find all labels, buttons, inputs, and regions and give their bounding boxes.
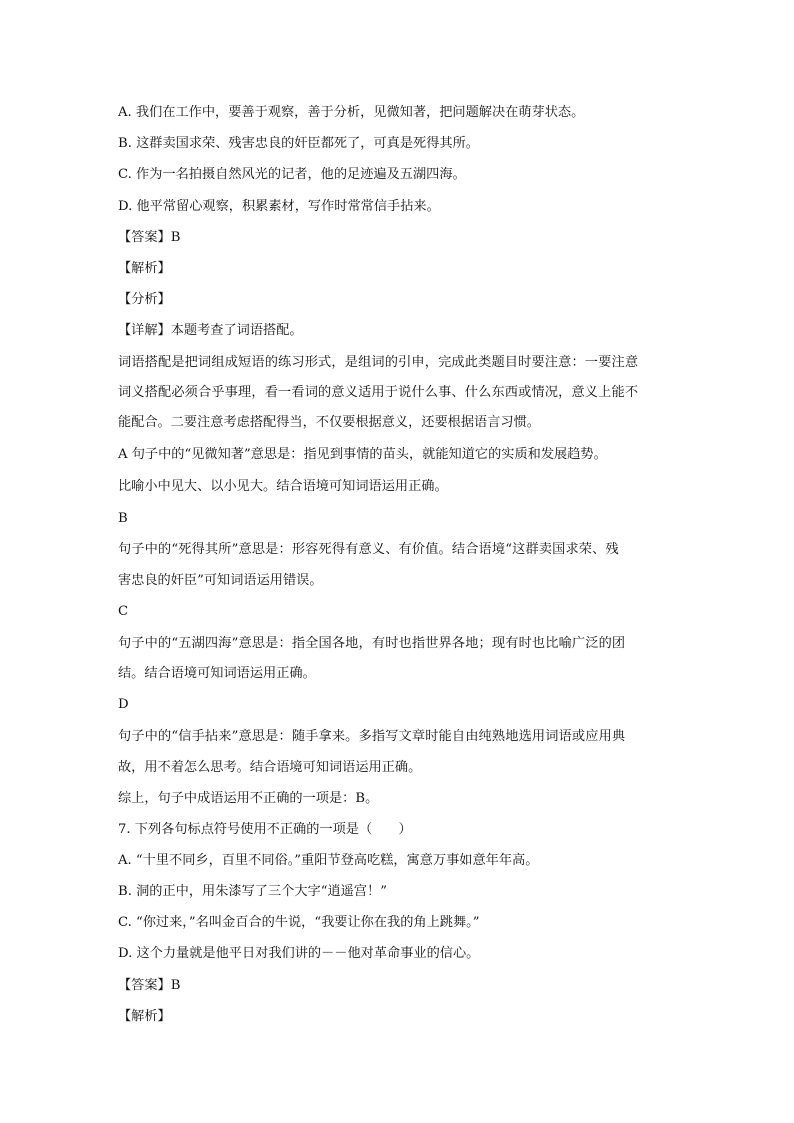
option-d-line: D. 他平常留心观察，积累素材，写作时常常信手拈来。: [118, 199, 440, 214]
q7-option-c: C. “你过来，”名叫金百合的牛说，“我要让你在我的角上跳舞。”: [118, 915, 480, 930]
detail-paragraph-line-1: 词语搭配是把词组成短语的练习形式，是组词的引申，完成此类题目时要注意：一要注意: [118, 355, 639, 370]
q7-option-b: B. 洞的正中，用朱漆写了三个大字“逍遥宫！”: [118, 884, 387, 899]
option-a-line: A. 我们在工作中，要善于观察，善于分析，见微知著，把问题解决在萌芽状态。: [118, 105, 585, 120]
q7-option-d: D. 这个力量就是他平日对我们讲的－－他对革命事业的信心。: [118, 946, 480, 961]
analysis-label: 【解析】: [118, 261, 171, 276]
explanation-c-line-1: 句子中的“五湖四海”意思是：指全国各地，有时也指世界各地；现有时也比喻广泛的团: [118, 636, 626, 651]
detail-paragraph-line-2: 词义搭配必须合乎事理，看一看词的意义适用于说什么事、什么东西或情况，意义上能不: [118, 385, 639, 400]
analysis-sub-label: 【分析】: [118, 292, 171, 307]
explanation-b-label: B: [118, 511, 128, 526]
explanation-c-label: C: [118, 604, 129, 619]
summary-line: 综上，句子中成语运用不正确的一项是：B。: [118, 791, 379, 806]
explanation-b-line-2: 害忠良的奸臣”可知词语运用错误。: [118, 573, 323, 588]
detail-paragraph-line-3: 能配合。二要注意考虑搭配得当，不仅要根据意义，还要根据语言习惯。: [118, 415, 540, 430]
detail-label: 【详解】本题考查了词语搭配。: [118, 323, 303, 338]
question-7-title: 7. 下列各句标点符号使用不正确的一项是（ ）: [118, 822, 412, 837]
explanation-d-label: D: [118, 697, 129, 712]
explanation-b-line-1: 句子中的“死得其所”意思是：形容死得有意义、有价值。结合语境“这群卖国求荣、残: [118, 542, 619, 557]
explanation-a-line-2: 比喻小中见大、以小见大。结合语境可知词语运用正确。: [118, 479, 448, 494]
q7-option-a: A. “十里不同乡，百里不同俗。”重阳节登高吃糕，寓意万事如意年年高。: [118, 853, 539, 868]
explanation-d-line-2: 故，用不着怎么思考。结合语境可知词语运用正确。: [118, 760, 422, 775]
explanation-c-line-2: 结。结合语境可知词语运用正确。: [118, 666, 316, 681]
q7-answer-label: 【答案】B: [118, 978, 181, 993]
q7-analysis-label: 【解析】: [118, 1009, 171, 1024]
answer-label: 【答案】B: [118, 230, 181, 245]
explanation-d-line-1: 句子中的“信手拈来”意思是：随手拿来。多指写文章时能自由纯熟地选用词语或应用典: [118, 729, 626, 744]
explanation-a-line-1: A 句子中的“见微知著”意思是：指见到事情的苗头，就能知道它的实质和发展趋势。: [118, 447, 607, 462]
option-b-line: B. 这群卖国求荣、残害忠良的奸臣都死了，可真是死得其所。: [118, 136, 479, 151]
option-c-line: C. 作为一名拍摄自然风光的记者，他的足迹遍及五湖四海。: [118, 167, 466, 182]
